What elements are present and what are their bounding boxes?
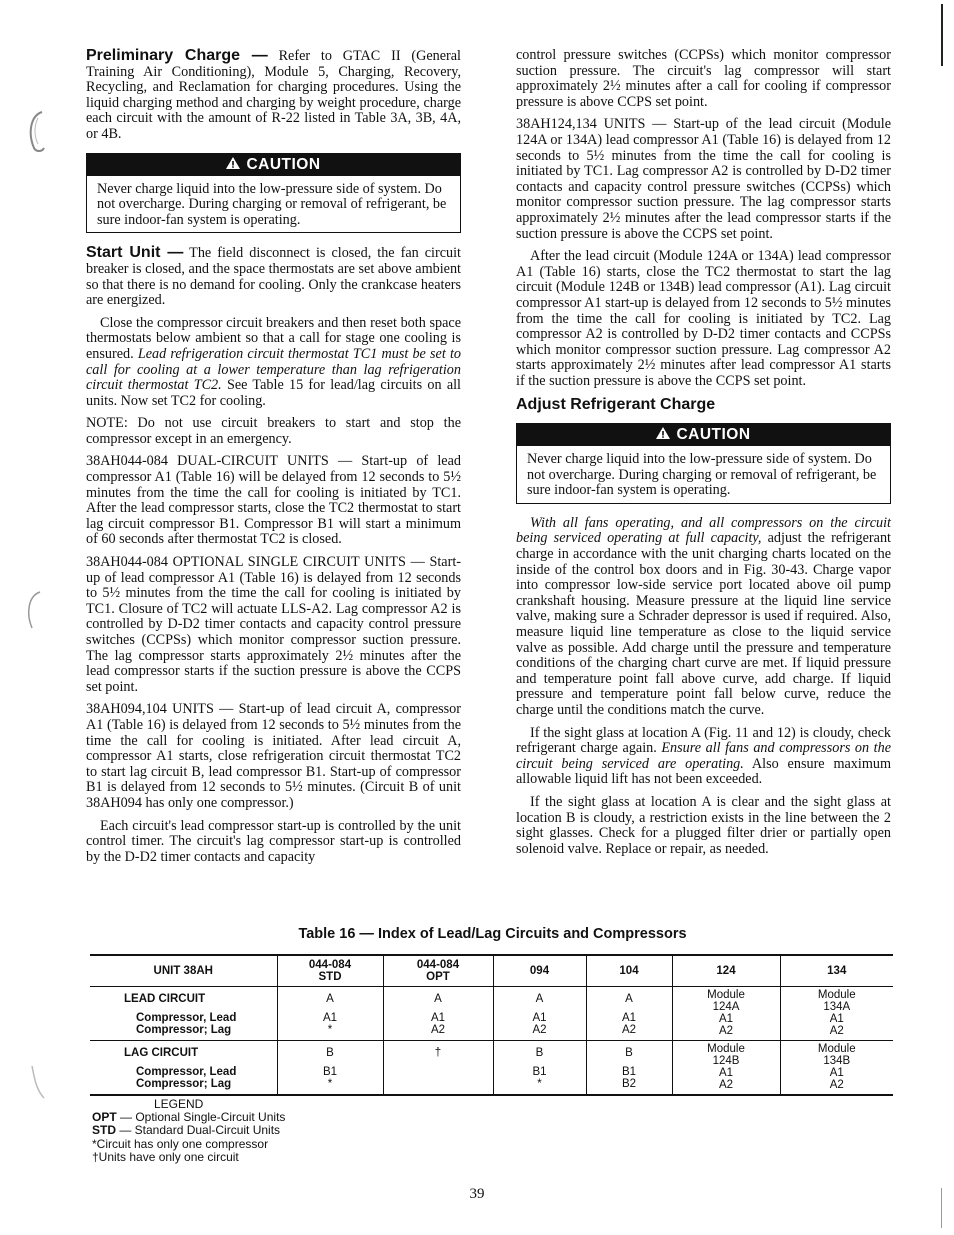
table-title: Table 16 — Index of Lead/Lag Circuits and Compressors bbox=[298, 926, 687, 942]
adjust-charge-paragraph: With all fans operating, and all compressors on the circuit being serviced operating at full capacity, adjust the refrigerant charge in accordance with the unit charging charts located on the inside of the control box doors and in Fig. 30-43. Charge vapor into compressor low-side service port located above oil pump crankshaft housing. Measure pressure at the liquid line service valve, making sure a Schrader depressor is used if required. Also, measure liquid line temperature as close to the liquid service valve as possible. Add charge until the pressure and temperature conditions of the charging chart curve are met. If liquid pressure and temperature point fall above curve, add charge. If liquid pressure and temperature point fall below curve, reduce the charge until the conditions match the curve. bbox=[516, 514, 891, 718]
start-unit-heading: Start Unit — bbox=[86, 244, 184, 262]
warning-icon bbox=[226, 157, 240, 169]
units-094-104-paragraph: 38AH094,104 UNITS — Start-up of lead circuit A, compressor A1 (Table 16) is delayed from 12 seconds to 5½ minutes from the time the call for cooling is initiated. After lead circuit A, compressor A1 starts, close refrigeration circuit thermostat TC2 to start lag circuit B, lead compressor B1. Start-up of compressor B1 is delayed from 12 seconds to 5½ minutes. (Circuit B of unit 38AH094 has only one compressor.) bbox=[86, 701, 461, 811]
header-134: 134 bbox=[780, 955, 893, 987]
continued-paragraph: control pressure switches (CCPSs) which monitor compressor suction pressure. The circuit's lag compressor will start approximately 2½ minutes after a call for cooling if compressor pressure is above CCPS set point. bbox=[516, 47, 891, 110]
each-circuit-paragraph: Each circuit's lead compressor start-up is controlled by the unit control timer. The circuit's lag compressor start-up is controlled by the D-D2 timer contacts and capacity bbox=[86, 817, 461, 865]
right-column bbox=[516, 48, 891, 864]
legend-title: LEGEND bbox=[154, 1097, 204, 1111]
legend-note: †Units have only one circuit bbox=[92, 1149, 239, 1164]
binder-hole-mark bbox=[24, 588, 46, 632]
caution-header: CAUTION bbox=[517, 424, 890, 446]
caution-box bbox=[86, 153, 461, 234]
preliminary-charge-heading: Preliminary Charge — bbox=[86, 47, 268, 64]
table-header-row bbox=[90, 955, 893, 987]
header-124: 124 bbox=[672, 955, 780, 987]
legend-std: STD — Standard Dual-Circuit Units bbox=[92, 1123, 281, 1138]
page-edge-mark bbox=[941, 4, 943, 66]
table-legend bbox=[92, 1098, 285, 1164]
after-lead-paragraph: After the lead circuit (Module 124A or 134A) lead compressor A1 (Table 16) starts, close the TC2 thermostat to start the lag circuit (Module 124B or 134B) lead compressor (A1). Lag circuit compressor A1 start-up is delayed from 12 seconds to 5½ minutes from the time the call for cooling is initiated by TC2. Lag compressor A2 is controlled by D-D2 timer contacts and CCPSs which monitor compressor suction pressure. Lag compressor A2 starts approximately 2½ minutes after lead compressor A1 starts if the suction pressure is above the CCPS set point. bbox=[516, 248, 891, 389]
legend-note: *Circuit has only one compressor bbox=[92, 1136, 269, 1151]
caution-text: Never charge liquid into the low-pressure side of system. Do not overcharge. During charging or removal of refrigerant, be sure indoor-fan system is operating. bbox=[97, 180, 447, 228]
preliminary-charge-paragraph: Preliminary Charge — Refer to GTAC II (General Training Air Conditioning), Module 5, Charging, Recovery, Recycling, and Reclamation for charging procedures. Using the liquid charging method and charging by weight procedure, charge each circuit with the amount of R-22 listed in Table 3A, 3B, 4A, or 4B. bbox=[86, 47, 461, 142]
legend-opt: OPT — Optional Single-Circuit Units bbox=[92, 1110, 286, 1125]
binder-hole-mark bbox=[26, 108, 48, 154]
header-unit: UNIT 38AH bbox=[90, 955, 277, 987]
sight-glass-a-paragraph: If the sight glass at location A (Fig. 11 and 12) is cloudy, check refrigerant charge again. Ensure all fans and compressors on the circuit being serviced are operating. Also ensure maximum allowable liquid lift has not been exceeded. bbox=[516, 724, 891, 788]
note-paragraph: NOTE: Do not use circuit breakers to start and stop the compressor except in an emergency. bbox=[86, 415, 461, 447]
page-number: 39 bbox=[469, 1186, 485, 1202]
header-opt: 044-084 OPT bbox=[383, 955, 493, 987]
single-circuit-paragraph: 38AH044-084 OPTIONAL SINGLE CIRCUIT UNITS — Start-up of lead compressor A1 (Table 16) is delayed from 12 seconds to 5½ minutes from the time the call for cooling is initiated by TC1. Closure of TC2 will actuate LLS-A2. Lag compressor A2 is controlled by D-D2 timer contacts and capacity control pressure switches (CCPSs) which monitor compressor suction pressure. The lag compressor starts approximately 2½ minutes after the lead compressor starts if the suction pressure is above the CCPS set point. bbox=[86, 554, 461, 695]
header-094: 094 bbox=[493, 955, 586, 987]
caution-box bbox=[516, 423, 891, 504]
close-breakers-paragraph: Close the compressor circuit breakers and then reset both space thermostats below ambient so that a call for stage one cooling is ensured. Lead refrigeration circuit thermostat TC1 must be set to call for cooling at a lower temperature than lag refrigeration circuit thermostat TC2. See Table 15 for lead/lag circuits on all units. Now set TC2 for cooling. bbox=[86, 314, 461, 409]
lead-lag-table bbox=[90, 954, 893, 1096]
header-104: 104 bbox=[586, 955, 672, 987]
units-124-134-paragraph: 38AH124,134 UNITS — Start-up of the lead circuit (Module 124A or 134A) lead compressor A1 (Table 16) is delayed from 12 seconds to 5½ minutes from the time the call for cooling is initiated by TC1. Lag compressor A2 is controlled by D-D2 timer contacts and capacity control pressure switches (CCPSs) which monitor compressor suction pressure. The lag compressor starts approximately 2½ minutes after the lead compressor starts if the suction pressure is above the CCPS set point. bbox=[516, 116, 891, 242]
binder-hole-mark bbox=[26, 1062, 48, 1104]
header-std: 044-084 STD bbox=[277, 955, 383, 987]
caution-header: CAUTION bbox=[87, 154, 460, 176]
caution-text: Never charge liquid into the low-pressure side of system. Do not overcharge. During charging or removal of refrigerant, be sure indoor-fan system is operating. bbox=[527, 451, 877, 499]
sight-glass-b-paragraph: If the sight glass at location A is clear and the sight glass at location B is cloudy, a restriction exists in the line between the 2 sight glasses. Check for a plugged filter drier or partially open solenoid valve. Replace or repair, as needed. bbox=[516, 793, 891, 857]
table-row: LAG CIRCUIT Compressor, Lead Compressor; Lag B B1 * † B B1 * B B1 B2 Module 124B A1 A2 Module 134B A1 A2 bbox=[90, 1041, 893, 1096]
adjust-charge-heading: Adjust Refrigerant Charge bbox=[516, 396, 716, 414]
dual-circuit-paragraph: 38AH044-084 DUAL-CIRCUIT UNITS — Start-up of lead compressor A1 (Table 16) will be delayed from 12 seconds to 5½ minutes from the time the call for cooling is initiated by TC1. After the lead compressor starts, close the TC2 thermostat to start lag circuit compressor B1. Compressor B1 will start a minimum of 60 seconds after thermostat TC2 is closed. bbox=[86, 453, 461, 548]
left-column bbox=[86, 48, 461, 872]
table-row: LEAD CIRCUIT Compressor, Lead Compressor; Lag A A1 * A A1 A2 A A1 A2 A A1 A2 Module 124A A1 A2 Module 134A A1 A2 bbox=[90, 987, 893, 1041]
start-unit-paragraph: Start Unit — The field disconnect is closed, the fan circuit breaker is closed, and the space thermostats are set above ambient so that there is no demand for cooling. Only the crankcase heaters are energized. bbox=[86, 244, 461, 309]
warning-icon bbox=[656, 427, 670, 439]
